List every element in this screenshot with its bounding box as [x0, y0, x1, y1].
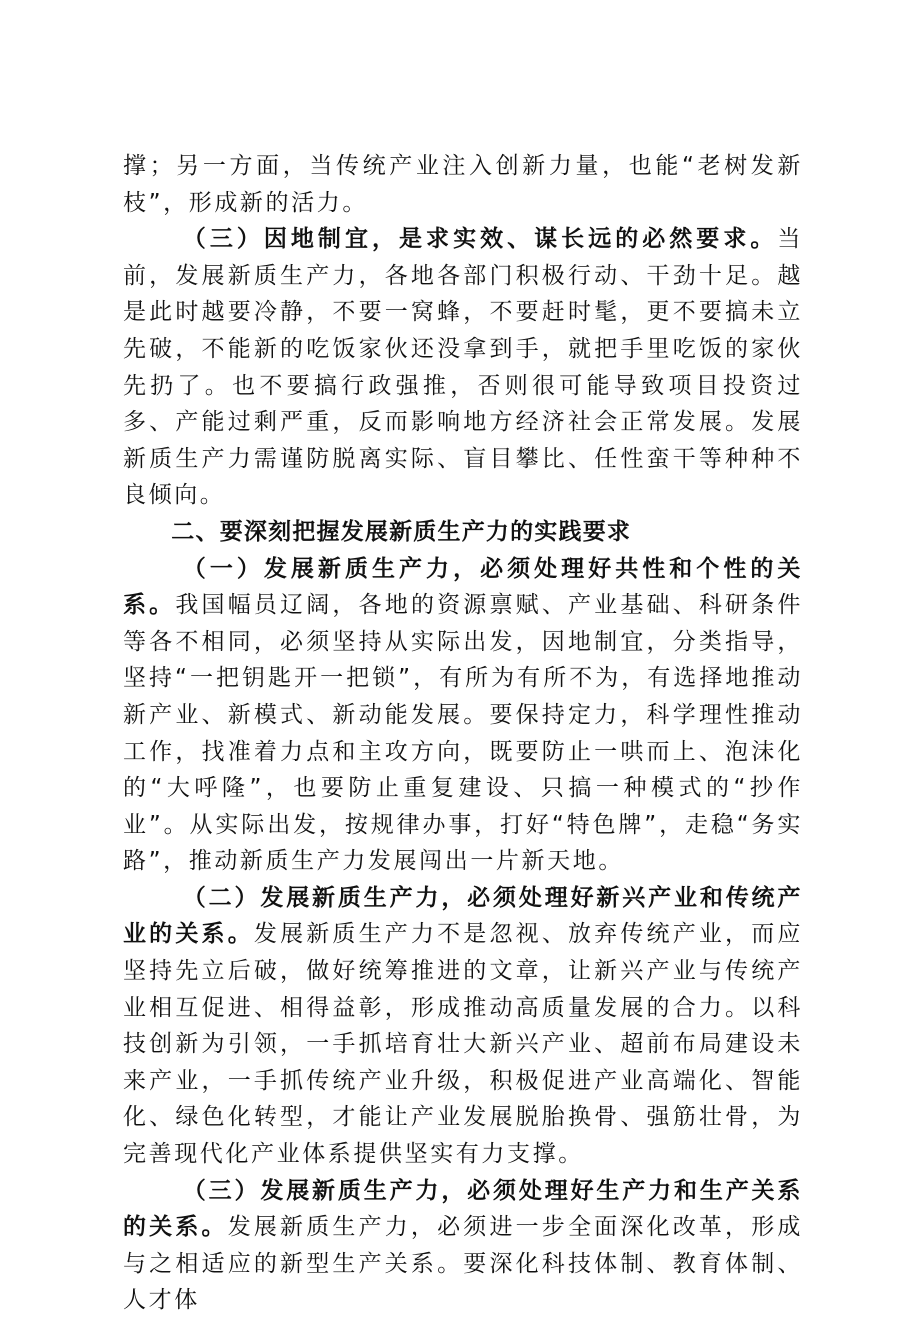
document-body [123, 148, 803, 1319]
paragraph-text: 发展新质生产力，必须进一步全面深化改革，形成与之相适应的新型生产关系。要深化科技体制、教育体制、人才体 [123, 1214, 803, 1314]
paragraph-lead: （一）发展新质生产力，必须处理好共性和个性的关系。 [123, 555, 803, 619]
paragraph-text: 发展新质生产力不是忽视、放弃传统产业，而应坚持先立后破，做好统筹推进的文章，让新兴产业与传统产业相互促进、相得益彰，形成推动高质量发展的合力。以科技创新为引领，一手抓培育壮大新兴产业、超前布局建设未来产业，一手抓传统产业升级，积极促进产业高端化、智能化、绿色化转型，才能让产业发展脱胎换骨、强筋壮骨，为完善现代化产业体系提供坚实有力支撑。 [123, 921, 804, 1168]
paragraph-lead: （二）发展新质生产力，必须处理好新兴产业和传统产业的关系。 [123, 884, 803, 948]
paragraph-lead: （三）因地制宜，是求实效、谋长远的必然要求。 [182, 226, 778, 253]
paragraph-3-local-conditions [123, 221, 803, 514]
paragraph-text: 我国幅员辽阔，各地的资源禀赋、产业基础、科研条件等各不相同，必须坚持从实际出发，因地制宜，分类指导，坚持“一把钥匙开一把锁”，有所为有所不为，有选择地推动新产业、新模式、新动能发展。要保持定力，科学理性推动工作，找准着力点和主攻方向，既要防止一哄而上、泡沫化的“大呼隆”，也要防止重复建设、只搞一种模式的“抄作业”。从实际出发，按规律办事，打好“特色牌”，走稳“务实路”，推动新质生产力发展闯出一片新天地。 [123, 592, 803, 875]
paragraph-3-relations [123, 1173, 803, 1319]
paragraph-text: 当前，发展新质生产力，各地各部门积极行动、干劲十足。越是此时越要冷静，不要一窝蜂，不要赶时髦，更不要搞未立先破，不能新的吃饭家伙还没拿到手，就把手里吃饭的家伙先扔了。也不要搞行政强推，否则很可能导致项目投资过多、产能过剩严重，反而影响地方经济社会正常发展。发展新质生产力需谨防脱离实际、盲目攀比、任性蛮干等种种不良倾向。 [123, 226, 803, 509]
paragraph-continuation [123, 148, 803, 221]
paragraph-2-industries [123, 880, 803, 1173]
paragraph-lead: （三）发展新质生产力，必须处理好生产力和生产关系的关系。 [123, 1177, 803, 1241]
section-heading: 二、要深刻把握发展新质生产力的实践要求 [171, 518, 632, 545]
paragraph-1-commonality [123, 551, 803, 880]
paragraph-text: 撑；另一方面，当传统产业注入创新力量，也能“老树发新枝”，形成新的活力。 [123, 153, 803, 216]
